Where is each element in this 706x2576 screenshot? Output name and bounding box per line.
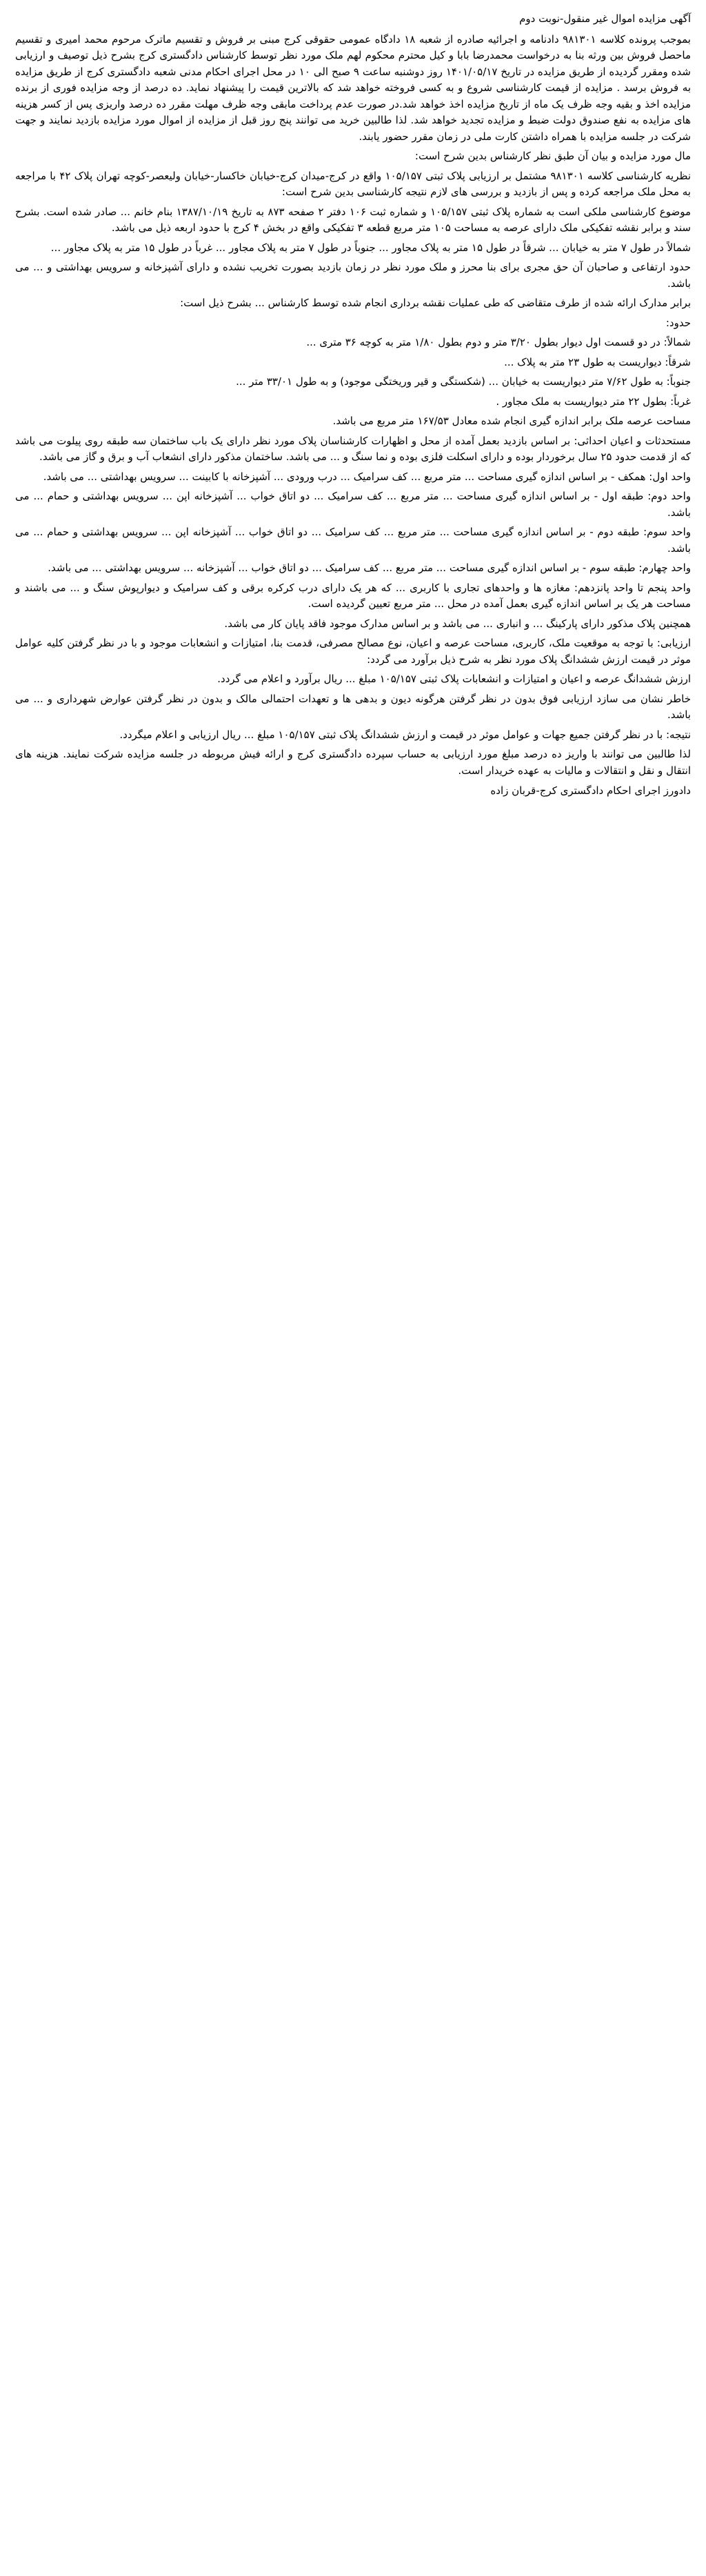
property-heading: مال مورد مزایده و بیان آن طبق نظر کارشناس بدین شرح است:	[414, 150, 691, 162]
property-description	[15, 168, 691, 724]
notice-title: آگهی مزایده اموال غیر منقول-نوبت دوم	[519, 12, 691, 25]
property-paragraph: خاطر نشان می سازد ارزیابی فوق بدون در نظر گرفتن هرگونه دیون و بدهی ها و تعهدات احتمالی مالک و بدون در نظر گرفتن عوارض شهرداری و ... می باشد.	[15, 692, 691, 721]
property-paragraph: حدود:	[665, 316, 691, 329]
property-paragraph: واحد پنجم تا واحد پانزدهم: مغازه ها و واحدهای تجاری با کاربری ... که هر یک دارای درب کرکره برقی و کف سرامیک و دیوارپوش سنگ و ... می باشند و مساحت هر یک بر اساس اندازه گیری بعمل آمده در محل ... متر مربع تعیین گردیده است.	[15, 581, 691, 610]
property-paragraph: ارزیابی: با توجه به موقعیت ملک، کاربری، مساحت عرصه و اعیان، نوع مصالح مصرفی، قدمت بنا، امتیازات و انشعابات موجود و با در نظر گرفتن کلیه عوامل موثر در قیمت ارزش ششدانگ پلاک مورد نظر به شرح ذیل برآورد می گردد:	[15, 637, 691, 666]
closing-paragraph: لذا طالبین می توانند با واریز ده درصد مبلغ مورد ارزیابی به حساب سپرده دادگستری کرج و ارائه فیش مربوطه در جلسه مزایده شرکت نمایند. هزینه های انتقال و نقل و انتقالات و مالیات به عهده خریدار است.	[15, 748, 691, 777]
property-paragraph: واحد چهارم: طبقه سوم - بر اساس اندازه گیری مساحت ... متر مربع ... کف سرامیک ... دو اتاق خواب ... آشپزخانه ... سرویس بهداشتی ... می باشد.	[48, 562, 691, 574]
property-paragraph: همچنین پلاک مذکور دارای پارکینگ ... و انباری ... می باشد و بر اساس مدارک موجود فاقد پایان کار می باشد.	[224, 617, 691, 630]
property-paragraph: حدود ارتفاعی و صاحبان آن حق مجری برای بنا محرز و ملک مورد نظر در زمان بازدید بصورت تخریب نشده و دارای آشپزخانه و سرویس بهداشتی و ... می باشد.	[15, 261, 691, 290]
property-paragraph: شمالاً در طول ۷ متر به خیابان ... شرقاً در طول ۱۵ متر به پلاک مجاور ... جنوباً در طول ۷ متر به پلاک مجاور ... غرباً در طول ۱۵ متر به پلاک مجاور ...	[50, 241, 691, 254]
property-paragraph: واحد اول: همکف - بر اساس اندازه گیری مساحت ... متر مربع ... کف سرامیک ... درب ورودی ... آشپزخانه با کابینت ... سرویس بهداشتی ... می باشد.	[43, 470, 691, 483]
property-paragraph: نظریه کارشناسی کلاسه ۹۸۱۳۰۱ مشتمل بر ارزیابی پلاک ثبتی ۱۰۵/۱۵۷ واقع در کرج-میدان کرج-خیابان خاکسار-خیابان ولیعصر-کوچه تهران پلاک ۴۲ با مراجعه به محل ملک مراجعه کرده و پس از بازدید و بررسی های لازم نتیجه کارشناسی بدین شرح است:	[15, 169, 691, 198]
property-paragraph: واحد دوم: طبقه اول - بر اساس اندازه گیری مساحت ... متر مربع ... کف سرامیک ... دو اتاق خواب ... آشپزخانه اپن ... سرویس بهداشتی و حمام ... می باشد.	[15, 490, 691, 519]
closing-paragraph: نتیجه: با در نظر گرفتن جمیع جهات و عوامل موثر در قیمت و ارزش ششدانگ پلاک ثبتی ۱۰۵/۱۵۷ مبلغ ... ریال ارزیابی و اعلام میگردد.	[119, 728, 691, 741]
property-paragraph: جنوباً: به طول ۷/۶۲ متر دیواریست به خیابان ... (شکستگی و قیر وریختگی موجود) و به طول ۳۳/۰۱ متر ...	[236, 375, 691, 388]
property-paragraph: واحد سوم: طبقه دوم - بر اساس اندازه گیری مساحت ... متر مربع ... کف سرامیک ... دو اتاق خواب ... آشپزخانه اپن ... سرویس بهداشتی و حمام ... می باشد.	[15, 526, 691, 555]
notice-intro: بموجب پرونده کلاسه ۹۸۱۳۰۱ دادنامه و اجرائیه صادره از شعبه ۱۸ دادگاه عمومی حقوقی کرج مبنی بر فروش و تقسیم ماترک مرحوم محمد امیری و تقسیم ماحصل فروش بین ورثه بنا به درخواست محمدرضا بابا و کیل محترم محکوم لهم ملک مورد نظر توسط کارشناس دادگستری کرج بشرح ذیل توصیف و ارزیابی شده ومقرر گردیده از طریق مزایده در تاریخ ۱۴۰۱/۰۵/۱۷ روز دوشنبه ساعت ۹ صبح الی ۱۰ در محل اجرای احکام مدنی شعبه دادگستری کرج از طریق مزایده به فروش برسد . مزایده از قیمت کارشناسی شروع و به کسی فروخته خواهد شد که بالاترین قیمت را پیشنهاد نماید. ده درصد از وجه مزایده فوری از برنده مزایده اخذ و بقیه وجه ظرف یک ماه از تاریخ مزایده اخذ خواهد شد.در صورت عدم پرداخت مابقی وجه ظرف مهلت مقرر ده درصد واریزی پس از کسر هزینه های مزایده به نفع صندوق دولت ضبط و مزایده تجدید خواهد شد. لذا طالبین خرید می توانند پنج روز قبل از مزایده از اموال مورد مزایده بازدید نمایند و جهت شرکت در جلسه مزایده با همراه داشتن کارت ملی در زمان مقرر حضور یابند.	[15, 32, 691, 143]
property-paragraph: شرقاً: دیواریست به طول ۲۳ متر به پلاک ...	[504, 355, 691, 368]
property-paragraph: شمالاً: در دو قسمت اول دیوار بطول ۳/۲۰ متر و دوم بطول ۱/۸۰ متر به کوچه ۳۶ متری ...	[306, 336, 691, 348]
property-paragraph: غرباً: بطول ۲۲ متر دیواریست به ملک مجاور .	[496, 395, 691, 408]
signature: دادورز اجرای احکام دادگستری کرج-قربان زاده	[490, 784, 691, 797]
property-paragraph: ارزش ششدانگ عرصه و اعیان و امتیازات و انشعابات پلاک ثبتی ۱۰۵/۱۵۷ مبلغ ... ریال برآورد و اعلام می گردد.	[217, 673, 691, 685]
property-paragraph: موضوع کارشناسی ملکی است به شماره پلاک ثبتی ۱۰۵/۱۵۷ و شماره ثبت ۱۰۶ دفتر ۲ صفحه ۸۷۳ به تاریخ ۱۳۸۷/۱۰/۱۹ بنام خانم ... صادر شده است. بشرح سند و برابر نقشه تفکیکی ملک دارای عرصه به مساحت ۱۰۵ متر مربع قطعه ۳ تفکیکی واقع در بخش ۴ کرج با حدود اربعه ذیل می باشد.	[15, 205, 691, 234]
property-paragraph: مستحدثات و اعیان احداثی: بر اساس بازدید بعمل آمده از محل و اظهارات کارشناسان پلاک مورد نظر دارای یک باب ساختمان سه طبقه روی پیلوت می باشد که از قدمت حدود ۲۵ سال برخوردار بوده و دارای اسکلت فلزی بوده و نما سنگ و ... می باشد. ساختمان مذکور دارای انشعاب آب و برق و گاز می باشد.	[15, 434, 691, 463]
property-paragraph: برابر مدارک ارائه شده از طرف متقاضی که طی عملیات نقشه برداری انجام شده توسط کارشناس ... بشرح ذیل است:	[180, 297, 691, 309]
property-paragraph: مساحت عرصه ملک برابر اندازه گیری انجام شده معادل ۱۶۷/۵۳ متر مربع می باشد.	[332, 415, 691, 427]
closing-section	[15, 727, 691, 780]
